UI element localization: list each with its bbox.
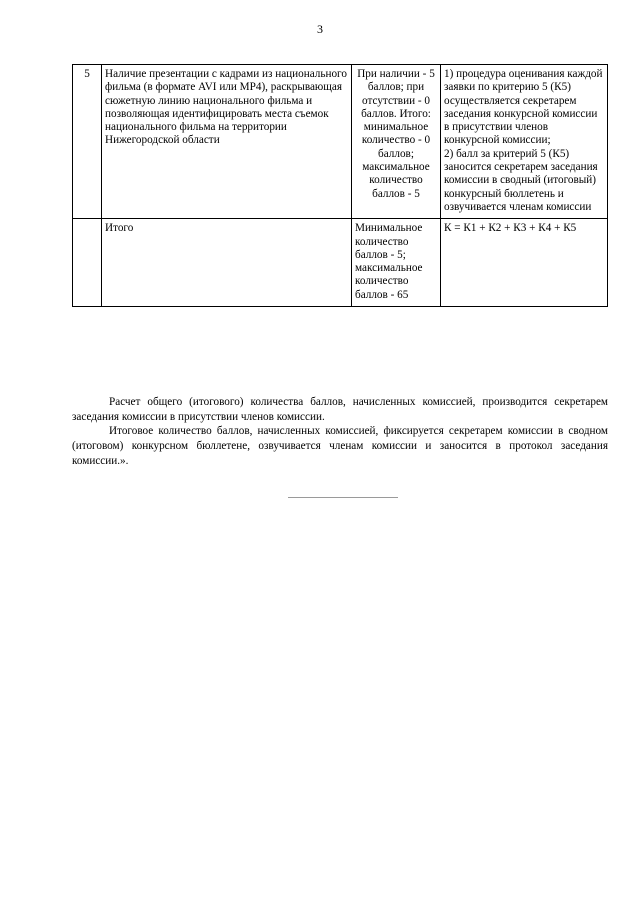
body-text bbox=[72, 395, 608, 469]
table-row-criterion-5 bbox=[73, 65, 608, 219]
total-formula: К = К1 + К2 + К3 + К4 + К5 bbox=[441, 219, 608, 307]
page-number: 3 bbox=[317, 22, 323, 36]
criterion-number: 5 bbox=[73, 65, 102, 219]
procedure-step-1: 1) процедура оценивания каждой заявки по критерию 5 (К5) осуществляется секретарем заседания конкурсной комиссии в присутствии членов конкурсной комиссии; bbox=[444, 68, 603, 147]
criterion-procedure bbox=[441, 65, 608, 219]
total-number bbox=[73, 219, 102, 307]
total-score: Минимальное количество баллов - 5; максимальное количество баллов - 65 bbox=[352, 219, 441, 307]
criterion-score: При наличии - 5 баллов; при отсутствии - 0 баллов. Итого: минимальное количество - 0 баллов; максимальное количество баллов - 5 bbox=[352, 65, 441, 219]
procedure-step-2: 2) балл за критерий 5 (К5) заносится секретарем заседания комиссии в сводный (итоговый) конкурсный бюллетень и озвучивается членам комиссии bbox=[444, 147, 598, 213]
end-separator-line bbox=[288, 497, 398, 498]
criterion-name: Наличие презентации с кадрами из национального фильма (в формате AVI или MP4), раскрывающая сюжетную линию национального фильма и позволяющая идентифицировать места съемок национального фильма на территории Нижегородской области bbox=[102, 65, 352, 219]
paragraph-final-score: Итоговое количество баллов, начисленных комиссией, фиксируется секретарем комиссии в сводном (итоговом) конкурсном бюллетене, озвучивается членам комиссии и заносится в протокол заседания комиссии.». bbox=[72, 425, 608, 467]
table-row-total bbox=[73, 219, 608, 307]
total-label: Итого bbox=[102, 219, 352, 307]
criteria-table bbox=[72, 64, 608, 307]
paragraph-total-calculation: Расчет общего (итогового) количества баллов, начисленных комиссией, производится секретарем заседания комиссии в присутствии членов комиссии. bbox=[72, 396, 608, 423]
